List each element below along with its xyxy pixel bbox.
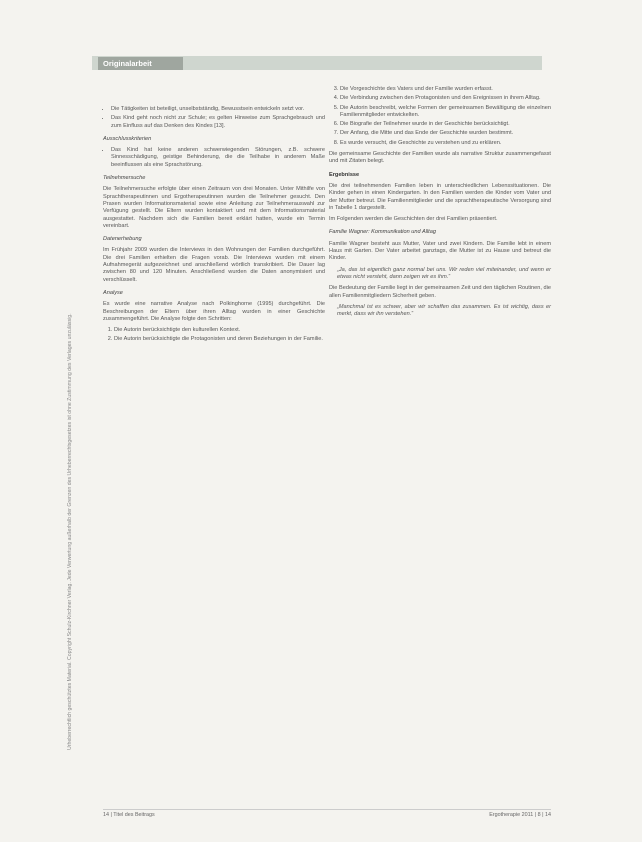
paragraph: Es wurde eine narrative Analyse nach Polkinghorne (1995) durchgeführt. Die Beschreibungen der Eltern über ihren Alltag wurden in einer Geschichte zusammengeführt. Die Analyse folgte den Schritten: (103, 301, 325, 322)
left-column (103, 106, 325, 348)
copyright-side-note: Urheberrechtlich geschütztes Material. Copyright Schulz-Kirchner Verlag. Jede Verwertung außerhalb der Grenzen des Urheberrechtsgesetzes ist ohne Zustimmung des Verlages unzulässig. (67, 313, 73, 750)
heading-ausschluss: Ausschlusskriterien (103, 135, 152, 142)
paragraph: Im Frühjahr 2009 wurden die Interviews in den Wohnungen der Familien durchgeführt. Die drei Familien erhielten die Fragen vorab. Die Interviews wurden mit einem Aufnahmegerät aufgezeichnet und anschließend wörtlich transkribiert. Die Dauer lag zwischen 80 und 120 Minuten. Anschließend wurden die Daten anonymisiert und verschlüsselt. (103, 247, 325, 283)
list-item: • Das Kind geht noch nicht zur Schule; es gelten Hinweise zum Sprachgebrauch und zum Einfluss auf das Denken des Kindes [13]. (111, 115, 325, 130)
list-item: 8. Es wurde versucht, die Geschichte zu verstehen und zu erklären. (340, 140, 551, 147)
list-item: • Die Tätigkeiten ist beteiligt, unselbstständig, Bewusstsein entwickeln setzt vor. (111, 106, 325, 113)
analysis-steps-continued (329, 86, 551, 147)
list-item: 2. Die Autorin berücksichtigte die Protagonisten und deren Beziehungen in der Familie. (114, 336, 325, 343)
quote: „Manchmal ist es schwer, aber wir schaffen das zusammen. Es ist wichtig, dass er merkt, dass wir ihn verstehen.“ (337, 303, 551, 318)
paragraph: Im Folgenden werden die Geschichten der drei Familien präsentiert. (329, 216, 498, 223)
footer-right: Ergotherapie 2011 | 8 | 14 (489, 812, 551, 818)
paragraph: Die Bedeutung der Familie liegt in der gemeinsamen Zeit und den täglichen Routinen, die allen Familienmitgliedern Sicherheit geben. (329, 285, 551, 299)
footer (103, 812, 551, 822)
bullet-list-top (103, 106, 325, 130)
footer-rule (103, 809, 551, 810)
list-item: 4. Die Verbindung zwischen den Protagonisten und den Ereignissen in ihrem Alltag. (340, 95, 551, 102)
list-item: 5. Die Autorin beschreibt, welche Formen der gemeinsamen Bewältigung die einzelnen Familienmitglieder entwickelten. (340, 105, 551, 120)
right-column (329, 86, 551, 322)
list-item: 1. Die Autorin berücksichtigte den kulturellen Kontext. (114, 327, 325, 334)
paragraph: Die drei teilnehmenden Familien leben in unterschiedlichen Lebenssituationen. Die Kinder gehen in einen Kindergarten. In den Familien werden die Kinder vom Vater und der Mutter betreut. Die Familienmitglieder und die sprachtherapeutische Versorgung sind in Tabelle 1 dargestellt. (329, 182, 551, 211)
list-item: 7. Der Anfang, die Mitte und das Ende der Geschichte wurden bestimmt. (340, 130, 551, 137)
list-item: • Das Kind hat keine anderen schwerwiegenden Störungen, z.B. schwere Sinnesschädigung, geistige Behinderung, die die Teilhabe in anderem Maße beeinflussen als eine Sprachstörung. (111, 147, 325, 169)
heading-datenerhebung: Datenerhebung (103, 236, 142, 243)
section-tag: Originalarbeit (98, 57, 183, 70)
list-item: 3. Die Vorgeschichte des Vaters und der Familie wurden erfasst. (340, 86, 551, 93)
paragraph: Die Teilnehmersuche erfolgte über einen Zeitraum von drei Monaten. Unter Mithilfe von Sprachtherapeutinnen und Ergotherapeutinnen wurden die Teilnehmer gesucht. Den Praxen wurden Informationsmaterial sowie eine Anleitung zur Teilnehmerauswahl zur Verfügung gestellt. Die Eltern wurden kontaktiert und mit dem Informationsmaterial ausgestattet. Nachdem sich die Familien bereit erklärt hatten, wurde ein Termin vereinbart. (103, 186, 325, 229)
heading-analyse: Analyse (103, 289, 123, 296)
paragraph: Die gemeinsame Geschichte der Familien wurde als narrative Struktur zusammengefasst und mit Zitaten belegt. (329, 151, 551, 165)
quote: „Ja, das ist eigentlich ganz normal bei uns. Wir reden viel miteinander, und wenn er etwas nicht versteht, dann zeigen wir es ihm.“ (337, 266, 551, 280)
footer-left: 14 | Titel des Beitrags (103, 812, 155, 818)
bullet-list-ausschluss (103, 147, 325, 169)
list-item: 6. Die Biografie der Teilnehmer wurde in der Geschichte berücksichtigt. (340, 121, 551, 128)
heading-teilnehmer: Teilnehmersuche (103, 175, 146, 182)
heading-familie: Familie Wagner: Kommunikation und Alltag (329, 229, 436, 236)
analysis-steps (103, 327, 325, 344)
paragraph: Familie Wagner besteht aus Mutter, Vater und zwei Kindern. Die Familie lebt in einem Haus mit Garten. Der Vater arbeitet ganztags, die Mutter ist zu Hause und betreut die Kinder. (329, 240, 551, 262)
heading-ergebnisse: Ergebnisse (329, 171, 360, 178)
